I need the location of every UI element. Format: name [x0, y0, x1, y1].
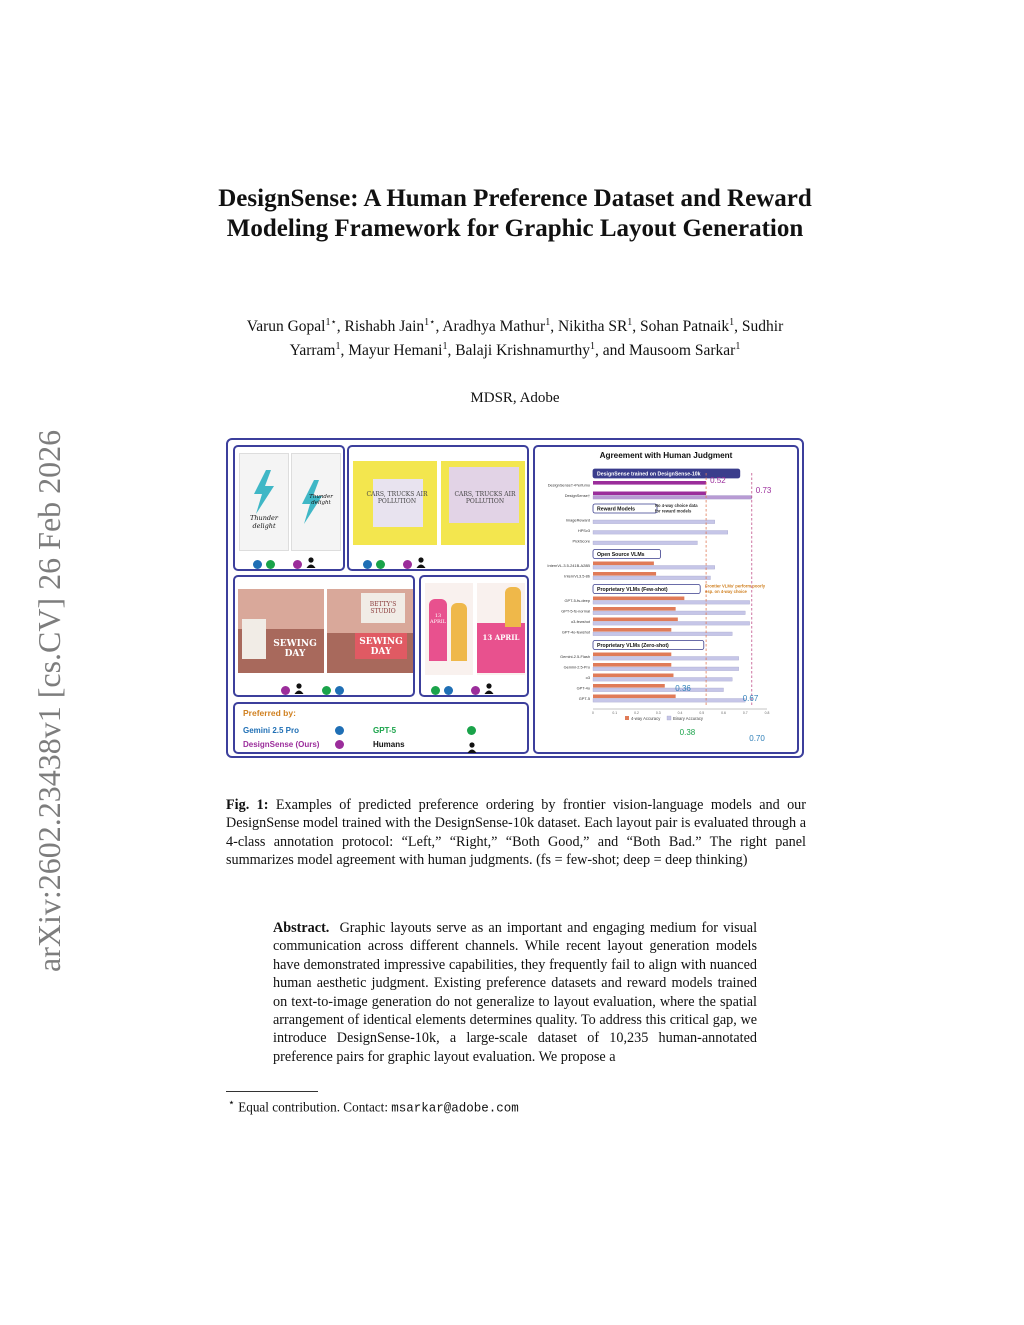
- person-icon: [484, 683, 494, 697]
- bar-binary: [593, 622, 750, 626]
- preference-dots: [431, 683, 494, 697]
- model-label: DesignSense†+Perfumo: [547, 482, 590, 488]
- value-annotation: 0.73: [755, 486, 772, 495]
- designsense-dot: [471, 686, 480, 695]
- footnote-rule: [226, 1091, 318, 1092]
- author-affiliation-mark: 1⋆: [424, 317, 436, 328]
- model-label: GPT-5-fs-normal: [561, 608, 590, 614]
- bar-four-way: [593, 562, 654, 566]
- bar-four-way: [593, 695, 676, 699]
- bar-four-way: [593, 674, 673, 678]
- bar-binary: [593, 531, 728, 535]
- thumbnail-text: SEWING DAY: [359, 637, 403, 657]
- author-name: Mausoom Sarkar: [628, 342, 736, 360]
- legend-dot: [467, 726, 476, 735]
- preference-dots: [253, 557, 316, 571]
- chart-title: Agreement with Human Judgment: [599, 451, 733, 460]
- bar-four-way: [593, 572, 656, 576]
- designsense-dot: [403, 560, 412, 569]
- group-label: Proprietary VLMs (Few-shot): [597, 587, 668, 594]
- thumbnail-text: CARS, TRUCKS AIR POLLUTION: [454, 491, 516, 505]
- model-label: Gemini-2.5-Flash: [560, 654, 590, 659]
- layout-thumbnail-right: [327, 589, 413, 673]
- abstract-label: Abstract.: [273, 920, 330, 936]
- footnote-marker: ⋆: [228, 1097, 235, 1109]
- bar-four-way: [593, 618, 678, 622]
- gemini-dot: [253, 560, 262, 569]
- x-tick-label: 0.1: [612, 711, 618, 715]
- author-name: Sohan Patnaik: [640, 318, 730, 336]
- legend-label: GPT-5: [373, 726, 397, 735]
- x-tick-label: 0.7: [742, 711, 748, 715]
- thumbnail-text: Thunder delight: [249, 514, 278, 530]
- legend-swatch: [667, 716, 671, 720]
- x-tick-label: 0.3: [655, 711, 661, 715]
- model-label: GPT-4o: [576, 685, 590, 691]
- abstract: [273, 919, 757, 1066]
- bar-binary: [593, 657, 739, 661]
- value-annotation: 0.36: [675, 684, 691, 693]
- author-affiliation-mark: 1: [729, 317, 735, 328]
- value-annotation: 0.67: [742, 694, 759, 703]
- preference-dots: [281, 683, 344, 697]
- author-affiliation-mark: 1: [627, 317, 633, 328]
- group-note: Frontier VLMs' perform poorly: [705, 583, 766, 589]
- legend-entry: 4-way Accuracy: [631, 716, 661, 721]
- bar-binary: [593, 611, 745, 615]
- author-name: Aradhya Mathur: [442, 318, 546, 336]
- layout-thumbnail-right: [441, 461, 525, 545]
- bar-four-way: [593, 597, 684, 601]
- example-panel-cars: [347, 445, 529, 571]
- bar-binary: [593, 566, 715, 570]
- bar-four-way: [593, 607, 676, 611]
- bar-binary: [593, 520, 715, 524]
- x-tick-label: 0.2: [634, 711, 639, 715]
- x-tick-label: 0: [592, 711, 594, 715]
- author-affiliation-mark: 1: [545, 317, 551, 328]
- layout-thumbnail-right: [291, 453, 341, 551]
- bar-binary: [593, 632, 732, 636]
- bar-binary: [593, 699, 745, 703]
- thumbnail-text: CARS, TRUCKS AIR POLLUTION: [366, 491, 428, 505]
- x-tick-label: 0.8: [764, 711, 770, 715]
- gpt5-dot: [431, 686, 440, 695]
- x-tick-label: 0.4: [677, 711, 683, 715]
- arxiv-id-text: arXiv:2602.23438v1 [cs.CV] 26 Feb 2026: [31, 429, 67, 972]
- author-name: Rishabh Jain: [344, 318, 425, 336]
- contact-email[interactable]: msarkar@adobe.com: [391, 1101, 519, 1116]
- person-icon: [467, 740, 477, 758]
- model-label: GPT-4o-fewshot: [561, 629, 590, 635]
- gemini-dot: [444, 686, 453, 695]
- bar-binary: [593, 667, 739, 671]
- affiliation: MDSR, Adobe: [470, 390, 560, 406]
- layout-thumbnail-right: [477, 583, 525, 675]
- bar-binary: [593, 688, 724, 692]
- legend-label: DesignSense (Ours): [243, 740, 320, 749]
- gemini-dot: [335, 686, 344, 695]
- legend-title: Preferred by:: [243, 708, 296, 718]
- preference-dots: [363, 557, 426, 571]
- layout-thumbnail-left: [239, 453, 289, 551]
- thumbnail-text: BETTY'S STUDIO: [369, 601, 397, 615]
- legend-label: Gemini 2.5 Pro: [243, 726, 300, 735]
- value-annotation: 0.38: [679, 728, 696, 737]
- bar-four-way: [593, 684, 665, 688]
- paper-title: DesignSense: A Human Preference Dataset and Reward Modeling Framework for Graphic Layout Generation: [218, 185, 812, 242]
- thumbnail-text: SEWING DAY: [273, 639, 317, 659]
- layout-thumbnail-left: [238, 589, 324, 673]
- group-label: DesignSense trained on DesignSense-10k: [597, 471, 701, 478]
- figure-1: [226, 438, 804, 758]
- author-list: Varun Gopal$^{1⋆}$, Rishabh Jain$^{1⋆}$, Aradhya Mathur$^1$, Nikitha $SR^1$, Sohan Patnaik$^1$, Sudhir Yarram$^1$, Mayur Hemani$^1$, Balaji Krishnamurthy$^1$, and Mausoom Sarkar$^1$: [246, 317, 784, 360]
- gemini-dot: [363, 560, 372, 569]
- group-note: esp. on 4-way choice: [705, 589, 747, 594]
- model-label: HPSv3: [577, 528, 590, 533]
- author-affiliation-mark: 1: [442, 341, 448, 353]
- model-label: GPT-5-fs-deep: [564, 598, 590, 603]
- x-tick-label: 0.6: [721, 711, 726, 715]
- designsense-dot: [281, 686, 290, 695]
- bar-four-way: [593, 663, 671, 667]
- gpt5-dot: [376, 560, 385, 569]
- model-label: GPT-5: [578, 696, 590, 701]
- author-name: Mayur Hemani: [348, 342, 443, 360]
- author-name: Varun Gopal: [246, 318, 326, 336]
- thumbnail-text: 13 APRIL: [482, 633, 520, 642]
- caption-label: Fig. 1:: [226, 797, 269, 813]
- footnote-text: Equal contribution. Contact:: [238, 1099, 388, 1115]
- author-name: Nikitha SR: [557, 318, 628, 336]
- model-label: InternVL3.5-8b: [564, 573, 590, 579]
- model-label: o3-fewshot: [570, 619, 590, 624]
- person-icon: [416, 557, 426, 571]
- value-annotation: 0.70: [749, 734, 765, 743]
- model-label: o3: [585, 675, 590, 680]
- gpt5-dot: [322, 686, 331, 695]
- model-label: PickScore: [572, 538, 590, 544]
- person-icon: [306, 557, 316, 571]
- lightning-icon: [240, 454, 288, 550]
- group-label: Proprietary VLMs (Zero-shot): [597, 643, 669, 650]
- author-affiliation-mark: 1⋆: [325, 317, 337, 328]
- legend-label: Humans: [373, 740, 405, 749]
- example-panel-sewing: [233, 575, 415, 697]
- bar-four-way: [593, 492, 706, 496]
- model-label: Gemini-2.5-Pro: [563, 664, 590, 670]
- bar-binary: [593, 576, 710, 580]
- bar-four-way: [593, 481, 706, 485]
- layout-thumbnail-left: [353, 461, 437, 545]
- legend-dot: [335, 740, 344, 749]
- example-panel-april: [419, 575, 529, 697]
- designsense-dot: [293, 560, 302, 569]
- abstract-text: Graphic layouts serve as an important and engaging medium for visual communication across different channels. While recent layout generation models have demonstrated impressive capabilities, they frequently fail to align with nuanced human aesthetic judgment. Existing preference datasets and reward models trained on text-to-image generation do not generalize to layout evaluation, where the spatial arrangement of identical elements determines quality. To address this critical gap, we introduce DesignSense-10k, a large-scale dataset of 10,235 human-annotated preference pairs for graphic layout evaluation. We propose a: [273, 920, 758, 1065]
- author-affiliation-mark: 1: [335, 341, 341, 353]
- bar-binary: [593, 678, 732, 682]
- caption-text: Examples of predicted preference ordering by frontier vision-language models and our DesignSense model trained with the DesignSense-10k dataset. Each layout pair is evaluated through a 4-class annotation protocol: “Left,” “Right,” “Both Good,” and “Both Bad.” The right panel summarizes model agreement with human judgments. (fs = few-shot; deep = deep thinking): [226, 797, 807, 869]
- group-label: Open Source VLMs: [597, 552, 645, 559]
- person-icon: [294, 683, 304, 697]
- author-affiliation-mark: 1: [735, 341, 741, 353]
- legend-swatch: [625, 716, 629, 720]
- example-panel-thunder: [233, 445, 345, 571]
- legend-dot: [335, 726, 344, 735]
- agreement-chart-panel: [533, 445, 799, 754]
- author-name: Sudhir Yarram: [289, 318, 784, 360]
- group-label: Reward Models: [597, 506, 636, 513]
- thumbnail-text: Thunder delight: [309, 494, 333, 506]
- agreement-chart: [535, 447, 797, 752]
- footnote: [228, 1096, 519, 1115]
- x-tick-label: 0.5: [699, 711, 705, 715]
- figure-caption: [226, 796, 806, 870]
- group-note: for reward models: [655, 508, 692, 514]
- bar-binary: [593, 496, 752, 500]
- model-label: DesignSense†: [564, 493, 590, 498]
- layout-thumbnail-left: [425, 583, 473, 675]
- legend-entry: Binary Accuracy: [673, 716, 704, 721]
- author-affiliation-mark: 1: [589, 341, 595, 353]
- bar-binary: [593, 601, 750, 605]
- arxiv-identifier: [18, 360, 74, 980]
- group-note: No 4-way choice data: [655, 503, 698, 508]
- model-label: ImageReward: [565, 517, 590, 523]
- bar-four-way: [593, 628, 671, 632]
- preference-legend: [233, 702, 529, 754]
- value-annotation: 0.52: [710, 476, 726, 485]
- bar-binary: [593, 541, 697, 545]
- gpt5-dot: [266, 560, 275, 569]
- thumbnail-text: 13 APRIL: [429, 613, 447, 625]
- model-label: InternVL-3.5-241B-A28B: [547, 563, 590, 568]
- author-name: Balaji Krishnamurthy: [455, 342, 590, 360]
- bar-four-way: [593, 653, 671, 657]
